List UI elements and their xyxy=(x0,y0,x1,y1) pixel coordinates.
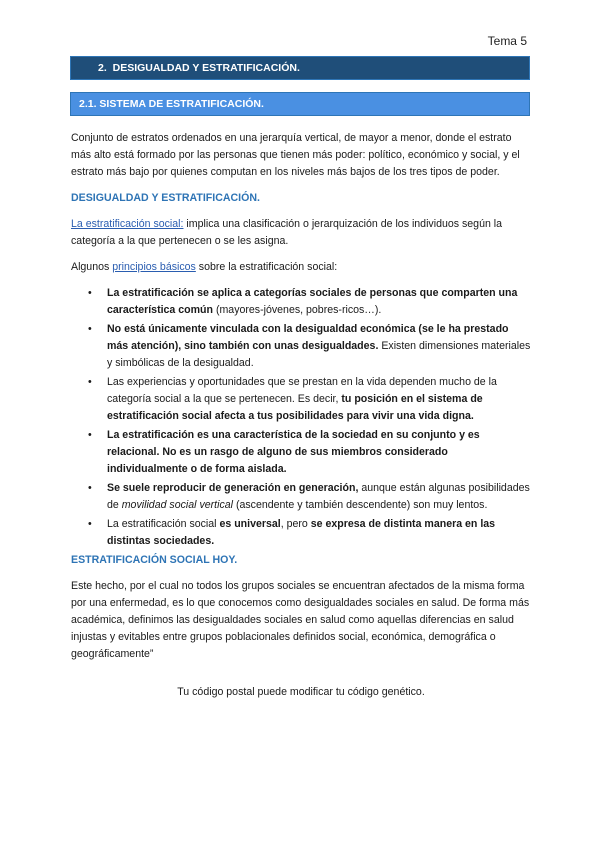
heading-desigualdad: DESIGUALDAD Y ESTRATIFICACIÓN. xyxy=(71,192,260,204)
principles-list xyxy=(71,285,531,550)
bullet-icon: • xyxy=(88,376,92,388)
bullet-icon: • xyxy=(88,518,92,530)
heading-estratificacion-hoy: ESTRATIFICACIÓN SOCIAL HOY. xyxy=(71,554,238,566)
section-heading-bar xyxy=(70,56,530,80)
list-item xyxy=(88,321,531,372)
bullet-icon: • xyxy=(88,287,92,299)
normal-text: aunque están algunas posibilidades de xyxy=(107,482,530,511)
normal-text: , pero xyxy=(280,518,311,530)
bold-text: Se suele reproducir de generación en generación, xyxy=(107,482,359,494)
bullet-icon: • xyxy=(88,323,92,335)
bold-text: se expresa de distinta manera en las distintas sociedades. xyxy=(107,518,496,547)
bold-text: No está únicamente vinculada con la desigualdad económica (se le ha prestado más atención), sino también con unas desigualdades. xyxy=(107,323,509,352)
principles-link[interactable]: principios básicos xyxy=(112,261,196,273)
normal-text: La estratificación social xyxy=(107,518,220,530)
bold-text: es universal xyxy=(219,518,281,530)
normal-text: Existen dimensiones materiales y simbólicas de la desigualdad. xyxy=(107,340,531,369)
bullet-icon: • xyxy=(88,482,92,494)
section-title: DESIGUALDAD Y ESTRATIFICACIÓN. xyxy=(112,62,300,74)
normal-text: Las experiencias y oportunidades que se prestan en la vida dependen mucho de la categoría social a la que se pertenecen. Es decir, xyxy=(107,376,497,405)
bold-text: La estratificación es una característica de la sociedad en su conjunto y es relacional. No es un rasgo de alguno de sus miembros considerado individualmente o de forma aislada. xyxy=(107,429,480,475)
definition-paragraph xyxy=(71,216,531,250)
page-header-tema: Tema 5 xyxy=(487,34,527,48)
bullet-icon: • xyxy=(88,429,92,441)
italic-text: movilidad social vertical xyxy=(121,499,234,511)
list-item xyxy=(88,516,531,550)
principles-intro xyxy=(71,259,531,276)
list-item xyxy=(88,427,531,478)
closing-paragraph: Este hecho, por el cual no todos los grupos sociales se encuentran afectados de la misma forma por una enfermedad, es lo que conocemos como desigualdades sociales en salud. De forma más académica, definimos las desigualdades sociales en salud como aquellas diferencias en salud injustas y evitables entre grupos poblacionales definidos social, económica, demográfica o geográficamente” xyxy=(71,580,530,660)
definition-text: implica una clasificación o jerarquización de los individuos según la categoría a la que pertenecen o se les asigna. xyxy=(71,218,503,247)
list-item xyxy=(88,374,531,425)
intro-paragraph: Conjunto de estratos ordenados en una jerarquía vertical, de mayor a menor, donde el estrato más alto está formado por las personas que tienen más poder: político, económico y social, y el estrato más bajo por quienes computan en los niveles más bajos de los tres tipos de poder. xyxy=(71,132,520,178)
principles-after: sobre la estratificación social: xyxy=(195,261,338,273)
subsection-heading-bar xyxy=(70,92,530,116)
normal-text: (mayores-jóvenes, pobres-ricos…). xyxy=(213,304,382,316)
bold-text: tu posición en el sistema de estratificación social afecta a tus posibilidades para vivir una vida digna. xyxy=(107,393,483,422)
list-item xyxy=(88,480,531,514)
section-number: 2. xyxy=(98,62,107,74)
tagline: Tu código postal puede modificar tu código genético. xyxy=(177,686,425,698)
document-body xyxy=(71,130,531,710)
normal-text: (ascendente y también descendente) son muy lentos. xyxy=(233,499,488,511)
definition-term-link[interactable]: La estratificación social: xyxy=(71,218,184,230)
list-item xyxy=(88,285,531,319)
bold-text: La estratificación se aplica a categorías sociales de personas que comparten una característica común xyxy=(107,287,518,316)
subsection-title: 2.1. SISTEMA DE ESTRATIFICACIÓN. xyxy=(79,98,264,110)
principles-before: Algunos xyxy=(71,261,113,273)
